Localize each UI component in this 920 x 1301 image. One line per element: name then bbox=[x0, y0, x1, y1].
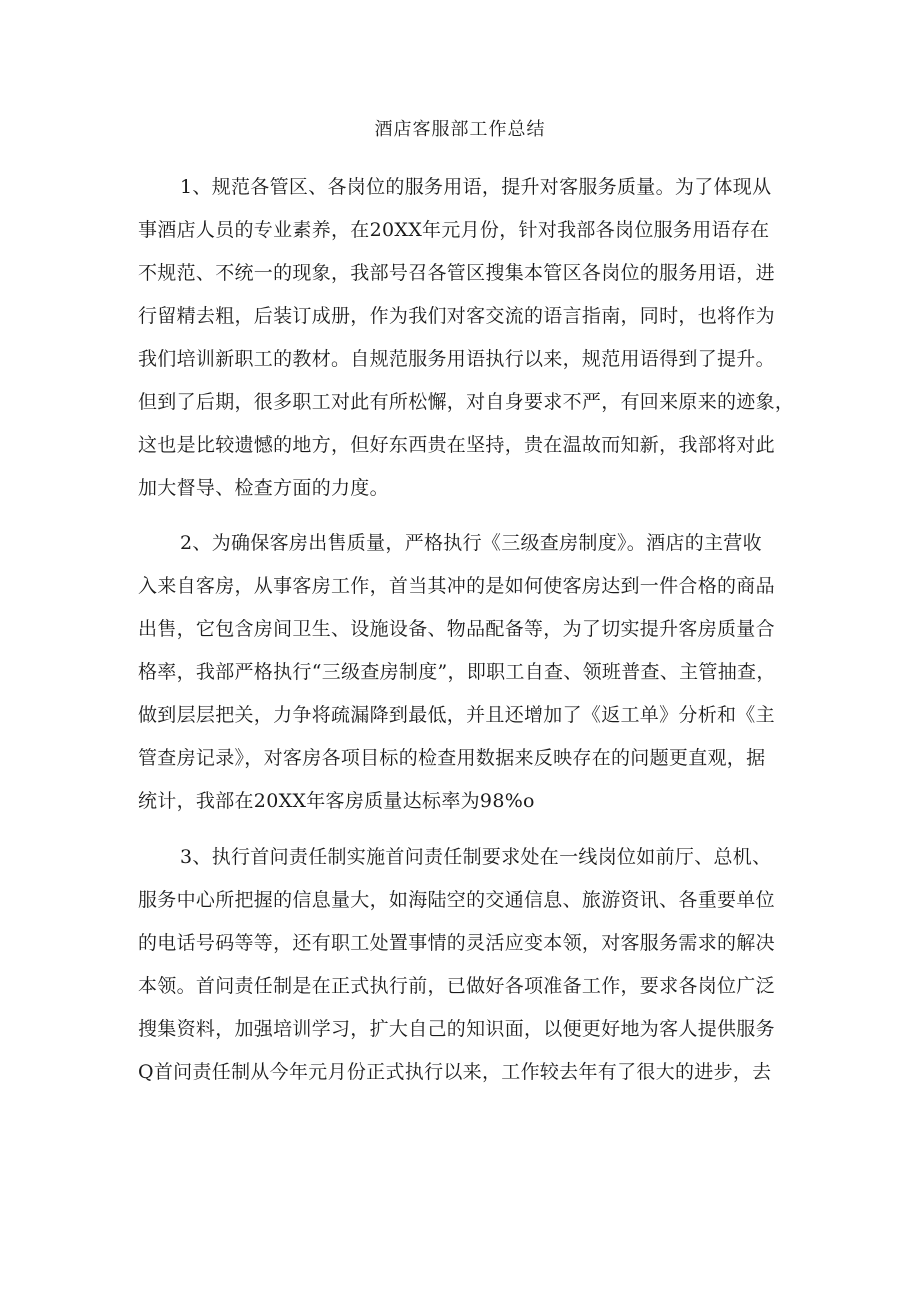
paragraph-2-line-1: 2、为确保客房出售质量，严格执行《三级查房制度》。酒店的主营收 bbox=[180, 532, 762, 554]
paragraph-3-line-6: Q首问责任制从今年元月份正式执行以来，工作较去年有了很大的进步，去 bbox=[138, 1061, 772, 1083]
paragraph-2-line-7: 统计，我部在20XX年客房质量达标率为98%o bbox=[138, 790, 535, 812]
paragraph-2-line-3: 出售，它包含房间卫生、设施设备、物品配备等，为了切实提升客房质量合 bbox=[138, 618, 775, 640]
paragraph-1-line-1: 1、规范各管区、各岗位的服务用语，提升对客服务质量。为了体现从 bbox=[180, 176, 772, 198]
paragraph-1-line-3: 不规范、不统一的现象，我部号召各管区搜集本管区各岗位的服务用语，进 bbox=[138, 262, 775, 284]
paragraph-1-line-7: 这也是比较遗憾的地方，但好东西贵在坚持，贵在温故而知新，我部将对此 bbox=[138, 434, 775, 456]
paragraph-2-line-4: 格率，我部严格执行“三级查房制度”，即职工自查、领班普查、主管抽查， bbox=[138, 661, 776, 683]
paragraph-3-line-5: 搜集资料，加强培训学习，扩大自己的知识面，以便更好地为客人提供服务 bbox=[138, 1018, 775, 1040]
paragraph-1-line-8: 加大督导、检查方面的力度。 bbox=[138, 477, 389, 499]
paragraph-3-line-1: 3、执行首问责任制实施首问责任制要求处在一线岗位如前厅、总机、 bbox=[180, 846, 772, 868]
paragraph-1-line-2: 事酒店人员的专业素养，在20XX年元月份，针对我部各岗位服务用语存在 bbox=[138, 219, 770, 241]
paragraph-3-line-2: 服务中心所把握的信息量大，如海陆空的交通信息、旅游资讯、各重要单位 bbox=[138, 889, 775, 911]
paragraph-1-line-6: 但到了后期，很多职工对此有所松懈，对自身要求不严，有回来原来的迹象， bbox=[138, 391, 795, 413]
paragraph-2-line-2: 入来自客房，从事客房工作，首当其冲的是如何使客房达到一件合格的商品 bbox=[138, 575, 775, 597]
paragraph-3-line-4: 本领。首问责任制是在正式执行前，已做好各项准备工作，要求各岗位广泛 bbox=[138, 975, 775, 997]
document-title: 酒店客服部工作总结 bbox=[374, 119, 546, 140]
paragraph-2-line-5: 做到层层把关，力争将疏漏降到最低，并且还增加了《返工单》分析和《主 bbox=[138, 704, 775, 726]
paragraph-1-line-5: 我们培训新职工的教材。自规范服务用语执行以来，规范用语得到了提升。 bbox=[138, 348, 775, 370]
paragraph-1-line-4: 行留精去粗，后装订成册，作为我们对客交流的语言指南，同时，也将作为 bbox=[138, 305, 775, 327]
paragraph-2-line-6: 管查房记录》，对客房各项目标的检查用数据来反映存在的问题更直观，据 bbox=[138, 747, 766, 769]
paragraph-3-line-3: 的电话号码等等，还有职工处置事情的灵活应变本领，对客服务需求的解决 bbox=[138, 932, 775, 954]
